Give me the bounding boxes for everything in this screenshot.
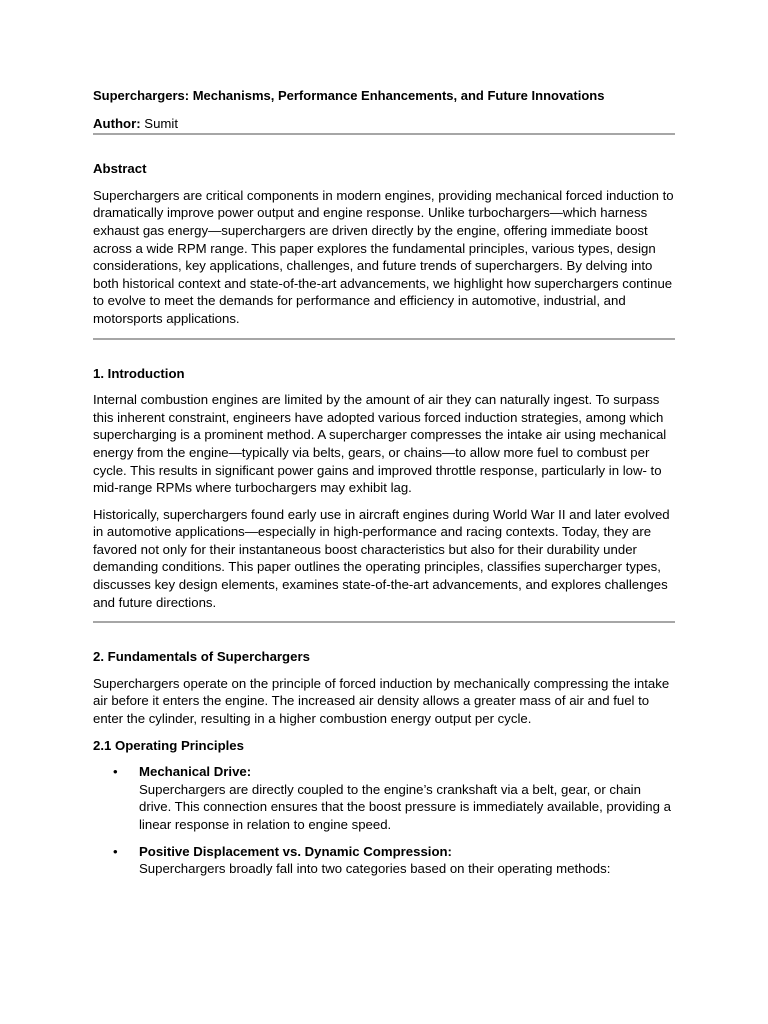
author-line <box>93 115 675 133</box>
abstract-heading: Abstract <box>93 161 147 177</box>
list-item-text: Superchargers broadly fall into two categories based on their operating methods: <box>139 861 611 877</box>
section-divider <box>93 338 675 340</box>
author-label: Author: <box>93 115 141 131</box>
intro-paragraph-2: Historically, superchargers found early use in aircraft engines during World War II and later evolved in automotive applications—especially in high-performance and racing contexts. Today, they are favored not only for their instantaneous boost characteristics but also for their durability under demanding conditions. This paper outlines the operating principles, classifies supercharger types, discusses key design elements, examines state-of-the-art advancements, and explores challenges and future directions. <box>93 506 670 610</box>
list-item-text: Superchargers are directly coupled to the engine’s crankshaft via a belt, gear, or chain drive. This connection ensures that the boost pressure is immediately available, providing a linear response in relation to engine speed. <box>139 781 671 832</box>
fundamentals-heading: 2. Fundamentals of Superchargers <box>93 649 310 665</box>
list-item-title: Positive Displacement vs. Dynamic Compression: <box>139 843 452 859</box>
principles-list <box>93 763 675 878</box>
section-divider <box>93 133 675 135</box>
bullet-icon: • <box>113 764 118 780</box>
document-body <box>93 87 675 878</box>
bullet-icon: • <box>113 843 118 859</box>
list-item <box>93 843 675 878</box>
fundamentals-paragraph: Superchargers operate on the principle of forced induction by mechanically compressing the intake air before it enters the engine. The increased air density allows a greater mass of air and fuel to enter the cylinder, resulting in a higher combustion energy output per cycle. <box>93 675 670 727</box>
intro-paragraph-1: Internal combustion engines are limited by the amount of air they can naturally ingest. To surpass this inherent constraint, engineers have adopted various forced induction strategies, among which supercharging is a prominent method. A supercharger compresses the intake air using mechanical energy from the engine—typically via belts, gears, or chains—to allow more fuel to combust per cycle. This results in significant power gains and improved throttle response, particularly in low- to mid-range RPMs where turbochargers may exhibit lag. <box>93 392 667 496</box>
list-item <box>93 763 675 833</box>
intro-heading: 1. Introduction <box>93 365 185 381</box>
abstract-text: Superchargers are critical components in modern engines, providing mechanical forced induction to dramatically improve power output and engine response. Unlike turbochargers—which harness exhaust gas energy—superchargers are driven directly by the engine, offering immediate boost across a wide RPM range. This paper explores the fundamental principles, various types, design considerations, key applications, challenges, and future trends of superchargers. By delving into both historical context and state-of-the-art advancements, we highlight how superchargers continue to evolve to meet the demands for performance and efficiency in automotive, industrial, and motorsports applications. <box>93 187 674 326</box>
document-title: Superchargers: Mechanisms, Performance Enhancements, and Future Innovations <box>93 88 605 103</box>
author-name: Sumit <box>144 115 178 131</box>
operating-principles-heading: 2.1 Operating Principles <box>93 737 244 753</box>
section-divider <box>93 621 675 623</box>
list-item-title: Mechanical Drive: <box>139 764 252 780</box>
